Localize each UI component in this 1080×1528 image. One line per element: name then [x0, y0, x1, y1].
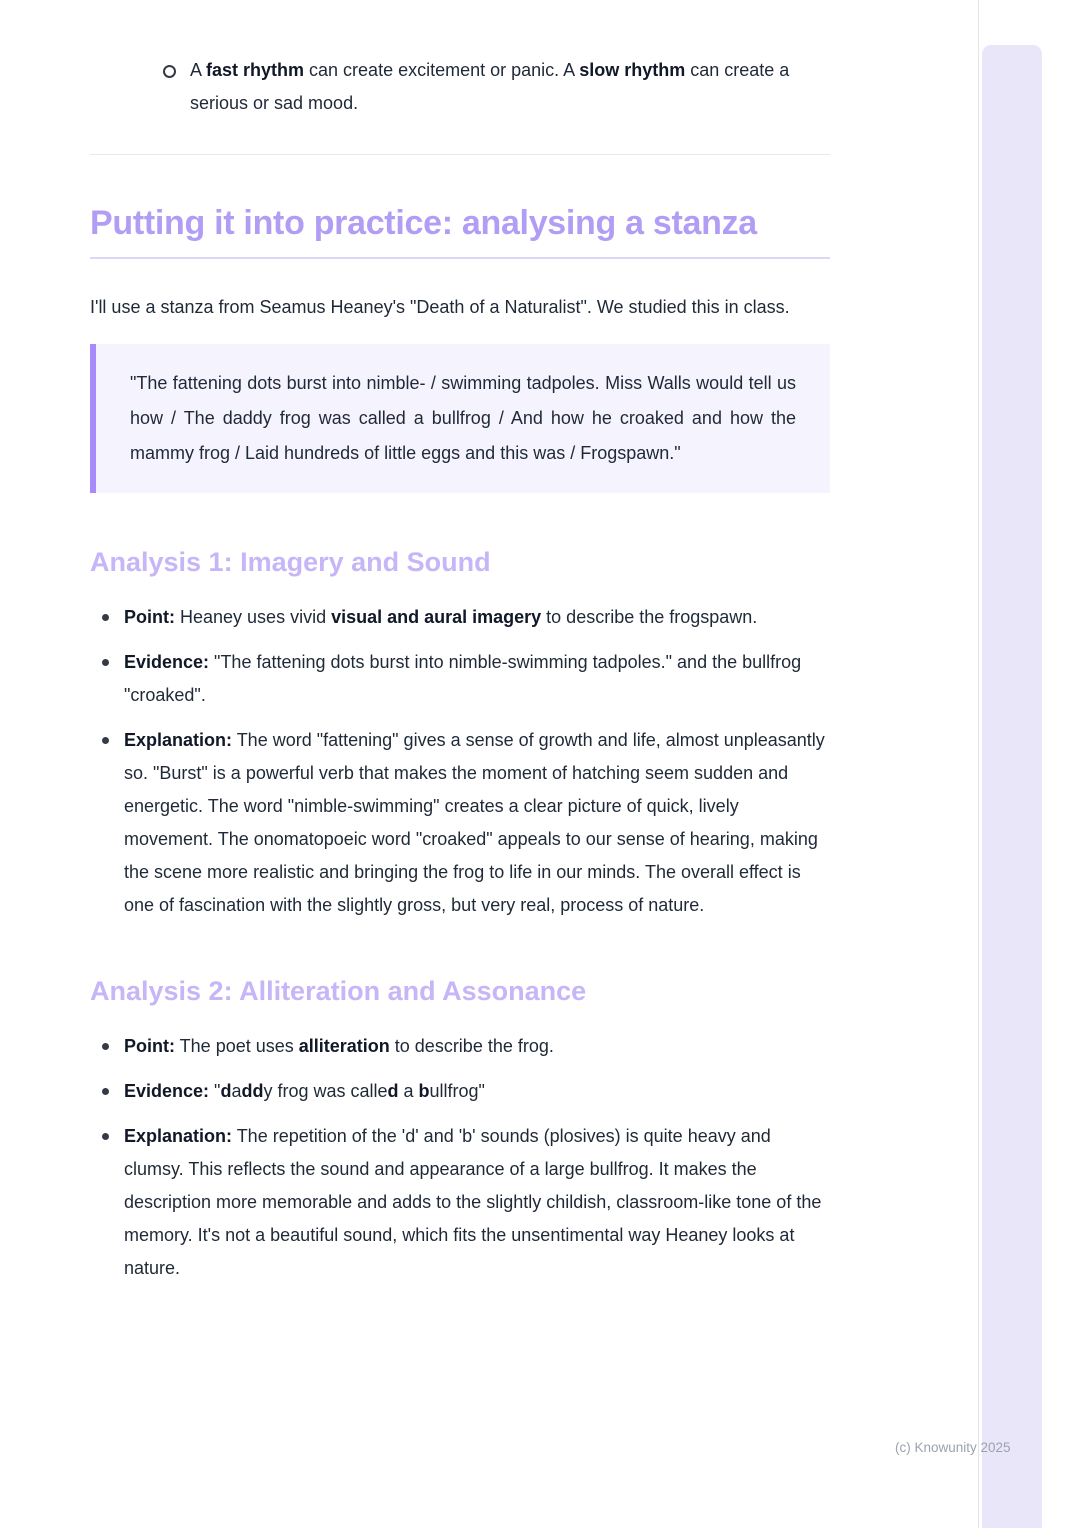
copyright-watermark: (c) Knowunity 2025	[895, 1440, 1011, 1455]
bullet-icon	[102, 1088, 109, 1095]
intro-paragraph: I'll use a stanza from Seamus Heaney's "Death of a Naturalist". We studied this in class.	[90, 297, 790, 317]
analysis2-list	[90, 1030, 830, 1285]
explanation-text: Explanation: The word "fattening" gives a sense of growth and life, almost unpleasantly so. "Burst" is a powerful verb that makes the moment of hatching seem sudden and energetic. The word "nimble-swimming" creates a clear picture of quick, lively movement. The onomatopoeic word "croaked" appeals to our sense of hearing, making the scene more realistic and bringing the frog to life in our minds. The overall effect is one of fascination with the slightly gross, but very real, process of nature.	[124, 730, 825, 915]
list-item-evidence	[102, 646, 830, 712]
bullet-icon	[102, 1133, 109, 1140]
rhythm-sub-list	[90, 54, 830, 120]
analysis1-heading: Analysis 1: Imagery and Sound	[90, 547, 491, 577]
hollow-bullet-icon	[163, 65, 176, 78]
evidence-text: Evidence: "The fattening dots burst into nimble-swimming tadpoles." and the bullfrog "croaked".	[124, 652, 802, 705]
bullet-icon	[102, 737, 109, 744]
explanation-text: Explanation: The repetition of the 'd' and 'b' sounds (plosives) is quite heavy and clumsy. This reflects the sound and appearance of a large bullfrog. It makes the description more memorable and adds to the slightly childish, classroom-like tone of the memory. It's not a beautiful sound, which fits the unsentimental way Heaney looks at nature.	[124, 1126, 822, 1278]
list-item-rhythm	[163, 54, 830, 120]
list-item-explanation	[102, 724, 830, 922]
bullet-icon	[102, 1043, 109, 1050]
bullet-icon	[102, 614, 109, 621]
list-item-evidence	[102, 1075, 830, 1108]
page-edge-divider	[978, 0, 979, 1528]
rhythm-text: A fast rhythm can create excitement or panic. A slow rhythm can create a serious or sad mood.	[190, 60, 790, 113]
stanza-quote: "The fattening dots burst into nimble- / swimming tadpoles. Miss Walls would tell us how / The daddy frog was called a bullfrog / And how he croaked and how the mammy frog / Laid hundreds of little eggs and this was / Frogspawn."	[90, 344, 830, 493]
bullet-icon	[102, 659, 109, 666]
page-title: Putting it into practice: analysing a stanza	[90, 201, 830, 259]
analysis2-heading: Analysis 2: Alliteration and Assonance	[90, 976, 587, 1006]
point-text: Point: Heaney uses vivid visual and aural imagery to describe the frogspawn.	[124, 607, 758, 627]
point-text: Point: The poet uses alliteration to describe the frog.	[124, 1036, 554, 1056]
side-scrollbar-track[interactable]	[982, 45, 1042, 1528]
analysis1-list	[90, 601, 830, 922]
section-divider	[90, 154, 830, 155]
list-item-point	[102, 601, 830, 634]
list-item-explanation	[102, 1120, 830, 1285]
list-item-point	[102, 1030, 830, 1063]
document-content	[90, 0, 830, 1297]
evidence-text: Evidence: "daddy frog was called a bullfrog"	[124, 1081, 485, 1101]
